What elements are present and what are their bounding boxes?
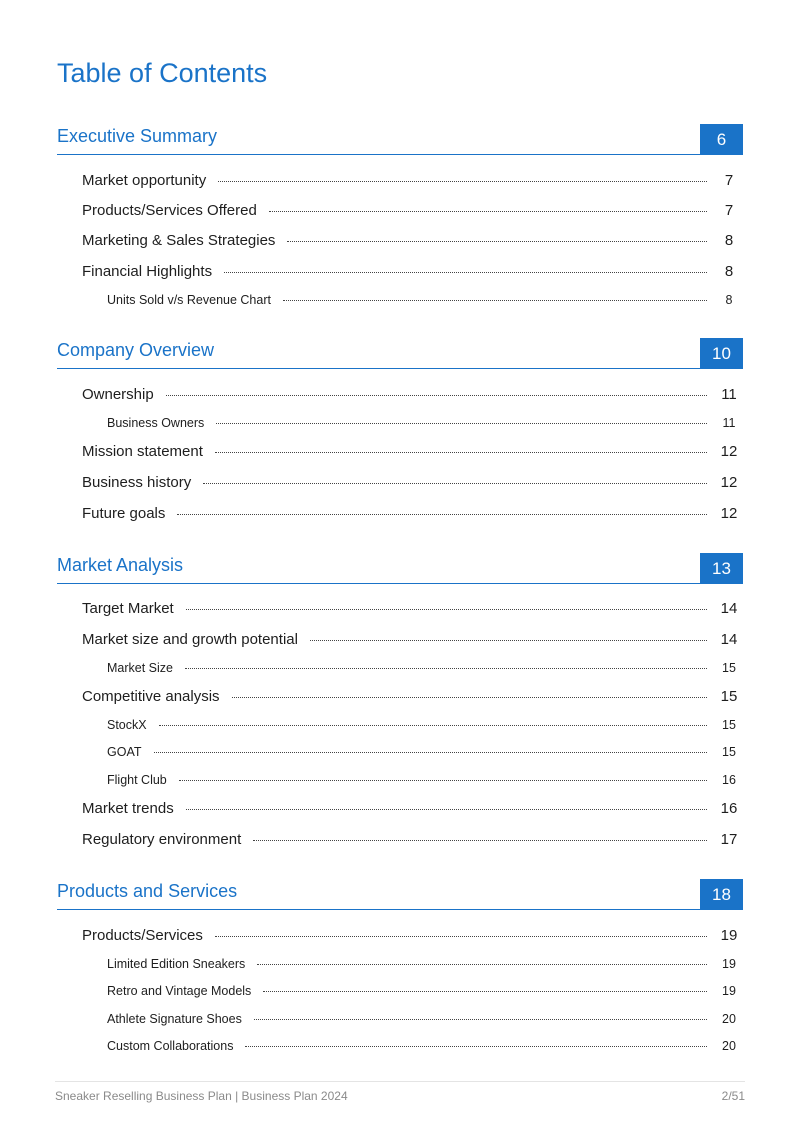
dot-leader [245,1046,707,1047]
dot-leader [177,514,707,515]
toc-entry-label: Marketing & Sales Strategies [82,232,276,249]
toc-entry-page: 8 [724,232,734,249]
toc-entry-page: 15 [722,661,736,675]
dot-leader [310,640,707,641]
section-header-company-overview[interactable] [57,338,743,369]
toc-entry-label: Business history [82,474,192,491]
dot-leader [186,809,707,810]
toc-entry-label: Competitive analysis [82,688,220,705]
dot-leader [253,840,707,841]
toc-entry[interactable] [82,202,743,222]
dot-leader [218,181,707,182]
section-page-badge: 10 [700,338,743,369]
toc-entry-page: 11 [721,386,737,403]
dot-leader [216,423,707,424]
dot-leader [179,780,707,781]
dot-leader [263,991,707,992]
toc-entry[interactable] [82,263,743,283]
toc-entry[interactable] [82,927,743,947]
toc-entry-label: Business Owners [107,416,205,430]
toc-entry-label: Future goals [82,505,166,522]
toc-subentry[interactable] [107,416,743,436]
page-title: Table of Contents [57,58,268,88]
toc-entry-page: 15 [722,718,736,732]
toc-entry-label: Market trends [82,800,174,817]
toc-subentry[interactable] [107,1012,743,1032]
toc-entry-page: 16 [722,773,736,787]
toc-entry-page: 12 [720,505,738,522]
toc-entry-label: Custom Collaborations [107,1039,234,1053]
toc-entry-page: 12 [720,474,738,491]
dot-leader [232,697,707,698]
toc-entry-label: Flight Club [107,773,167,787]
toc-entry[interactable] [82,505,743,525]
toc-entry[interactable] [82,172,743,192]
toc-entry-page: 8 [725,293,733,307]
section-title: Products and Services [57,881,238,901]
section-page-badge: 13 [700,553,743,584]
toc-entry[interactable] [82,631,743,651]
dot-leader [257,964,707,965]
toc-entry-page: 11 [722,416,736,430]
toc-entry[interactable] [82,831,743,851]
footer-page-number: 2/51 [721,1089,745,1103]
dot-leader [186,609,707,610]
dot-leader [203,483,707,484]
toc-entry-page: 19 [720,927,738,944]
toc-entry-page: 14 [720,631,738,648]
toc-entry[interactable] [82,386,743,406]
section-title: Company Overview [57,340,215,360]
toc-entry-label: Financial Highlights [82,263,213,280]
toc-entry-label: Mission statement [82,443,203,460]
toc-entry-label: Ownership [82,386,154,403]
toc-entry-page: 12 [720,443,738,460]
footer-document-title: Sneaker Reselling Business Plan | Business Plan 2024 [55,1089,348,1103]
section-page-badge: 18 [700,879,743,910]
toc-entry-page: 15 [722,745,736,759]
section-title: Executive Summary [57,126,218,146]
footer-divider [55,1081,745,1082]
section-page-badge: 6 [700,124,743,155]
toc-entry-page: 7 [724,172,734,189]
dot-leader [166,395,707,396]
dot-leader [224,272,707,273]
toc-entry[interactable] [82,474,743,494]
toc-entry-page: 7 [724,202,734,219]
toc-subentry[interactable] [107,773,743,793]
toc-entry[interactable] [82,232,743,252]
dot-leader [185,668,707,669]
toc-entry-label: Retro and Vintage Models [107,984,252,998]
toc-entry[interactable] [82,443,743,463]
toc-subentry[interactable] [107,661,743,681]
toc-entry[interactable] [82,600,743,620]
dot-leader [215,936,707,937]
section-title: Market Analysis [57,555,184,575]
toc-entry-label: Market size and growth potential [82,631,298,648]
toc-subentry[interactable] [107,745,743,765]
toc-entry-page: 19 [722,957,736,971]
toc-entry-label: StockX [107,718,147,732]
section-header-market-analysis[interactable] [57,553,743,584]
dot-leader [287,241,707,242]
dot-leader [154,752,708,753]
toc-entry-label: GOAT [107,745,142,759]
toc-entry-page: 20 [722,1039,736,1053]
toc-entry-label: Athlete Signature Shoes [107,1012,242,1026]
toc-subentry[interactable] [107,293,743,313]
toc-entry-label: Products/Services [82,927,203,944]
toc-entry[interactable] [82,688,743,708]
dot-leader [254,1019,707,1020]
toc-entry[interactable] [82,800,743,820]
toc-entry-page: 19 [722,984,736,998]
toc-entry-label: Units Sold v/s Revenue Chart [107,293,271,307]
toc-subentry[interactable] [107,984,743,1004]
toc-entry-page: 14 [720,600,738,617]
toc-entry-page: 20 [722,1012,736,1026]
section-header-executive-summary[interactable] [57,124,743,155]
toc-entry-label: Products/Services Offered [82,202,257,219]
toc-entry-label: Limited Edition Sneakers [107,957,246,971]
toc-entry-page: 17 [720,831,738,848]
toc-entry-page: 8 [724,263,734,280]
toc-subentry[interactable] [107,718,743,738]
toc-entry-label: Target Market [82,600,174,617]
dot-leader [283,300,707,301]
toc-subentry[interactable] [107,1039,743,1059]
dot-leader [269,211,707,212]
toc-entry-label: Market Size [107,661,173,675]
toc-entry-label: Regulatory environment [82,831,242,848]
section-header-products-and-services[interactable] [57,879,743,910]
toc-entry-label: Market opportunity [82,172,207,189]
dot-leader [159,725,707,726]
toc-subentry[interactable] [107,957,743,977]
toc-entry-page: 16 [720,800,738,817]
toc-entry-page: 15 [720,688,738,705]
dot-leader [215,452,707,453]
